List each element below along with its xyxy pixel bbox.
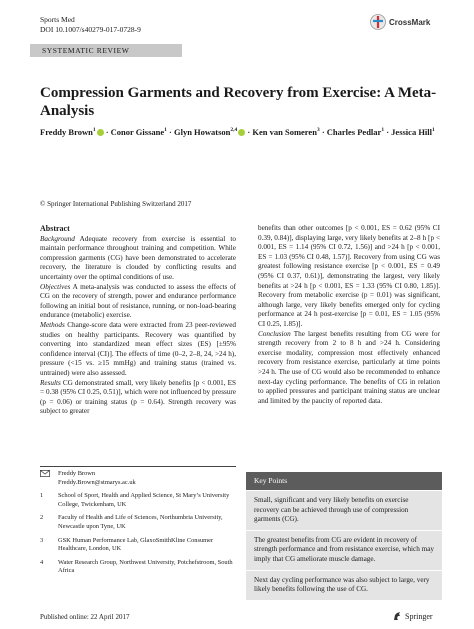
key-points-box — [246, 472, 442, 600]
author[interactable]: Ken van Someren$^3$ — [252, 126, 320, 137]
author[interactable]: Jessica Hill$^1$ — [391, 126, 435, 137]
correspondence-name: Freddy Brown — [58, 470, 96, 477]
methods-label: Methods — [40, 320, 65, 329]
crossmark-badge[interactable] — [370, 14, 430, 30]
results-text-part1: CG demonstrated small, very likely benefits [p < 0.001, ES = 0.38 (95% CI 0.25, 0.51)], which were not influenced by pressure (p = 0.06) or training status (p = 0.64). Strength recovery was subject to greater — [40, 378, 236, 416]
affiliation-text: Water Research Group, Northwest University, Potchefstroom, South Africa — [58, 558, 233, 575]
copyright-notice: © Springer International Publishing Switzerland 2017 — [40, 200, 192, 208]
journal-name: Sports Med — [40, 15, 75, 24]
orcid-icon[interactable] — [97, 129, 104, 136]
conclusion-label: Conclusion — [258, 329, 291, 338]
affiliation-text: GSK Human Performance Lab, GlaxoSmithKline Consumer Healthcare, London, UK — [58, 536, 214, 553]
correspondence-email[interactable]: Freddy.Brown@stmarys.ac.uk — [58, 478, 136, 486]
background-text: Adequate recovery from exercise is essential to maintain performance throughout training and competition. While compression garments (CG) have been demonstrated to accelerate recovery, the literature is clouded by conflicting results and uncertainty over the optimal conditions of use. — [40, 234, 236, 281]
correspondence — [40, 470, 236, 487]
abstract-results-continued: benefits than other outcomes [p < 0.001, ES = 0.62 (95% CI 0.39, 0.84)], displaying large, very likely benefits at 2–8 h [p < 0.001, ES = 1.14 (95% CI 0.72, 1.56)] and >24 h [p < 0.001, ES = 1.03 (95% CI 0.48, 1.57)]. Recovery from using CG was greatest following resistance exercise [p < 0.001, ES = 0.49 (95% CI 0.37, 0.61)], demonstrating the largest, very likely benefits at >24 h [p < 0.001, ES = 1.33 (95% CI 0.80, 1.85)]. Recovery from metabolic exercise (p = 0.01) was significant, although large, very likely benefits emerged only for cycling performance at 24 h post-exercise [p = 0.01, ES = 1.05 (95% CI 0.25, 1.85)]. — [258, 224, 440, 328]
footnote-divider — [40, 466, 236, 467]
author-affiliation-mark: 1 — [432, 127, 435, 133]
publisher-name: Springer — [405, 611, 433, 621]
author[interactable]: Glyn Howatson$^{2,4}$ — [174, 127, 245, 137]
abstract-column-right — [258, 224, 440, 406]
crossmark-label: CrossMark — [389, 17, 431, 27]
key-point-item: Small, significant and very likely benefits on exercise recovery can be achieved through use of compression garments (CG). — [246, 490, 442, 530]
author-affiliation-mark: 3 — [316, 127, 320, 133]
affiliation-number: 3 — [40, 536, 44, 544]
author-affiliation-mark: 1 — [164, 127, 167, 133]
affiliation — [40, 492, 236, 509]
affiliation — [40, 559, 236, 576]
affiliation-text: School of Sport, Health and Applied Science, St Mary’s University College, Twickenham, UK — [58, 492, 230, 508]
affiliation — [40, 537, 236, 554]
objectives-text: A meta-analysis was conducted to assess the effects of CG on the recovery of strength, power and endurance performance following an initial bout of resistance, running, or non-load-bearing endurance (metabolic) exercise. — [40, 282, 236, 320]
affiliation-number: 1 — [40, 492, 44, 500]
abstract-column-left — [40, 224, 236, 417]
publisher-logo — [392, 611, 433, 621]
abstract-conclusion — [258, 330, 440, 407]
author[interactable]: Charles Pedlar$^1$ — [326, 126, 385, 137]
orcid-icon[interactable] — [238, 129, 245, 136]
key-point-item: Next day cycling performance was also subject to large, very likely benefits following the use of CG. — [246, 570, 442, 600]
author-affiliation-mark: 2,4 — [230, 127, 238, 133]
affiliation-text: Faculty of Health and Life of Sciences, Northumbria University, Newcastle upon Tyne, UK — [58, 514, 223, 530]
envelope-icon — [40, 470, 58, 487]
abstract-heading: Abstract — [40, 224, 70, 233]
abstract-methods — [40, 321, 236, 379]
footnotes — [40, 470, 236, 581]
abstract-objectives — [40, 283, 236, 321]
author[interactable]: Conor Gissane$^1$ — [110, 126, 167, 137]
conclusion-text: The largest benefits resulting from CG were for strength recovery from 2 to 8 h and >24 h. Considering exercise modality, compression most effectively enhanced recovery from resistance exercise, particularly at time points >24 h. The use of CG would also be recommended to enhance next-day cycling performance. The benefits of CG in relation to applied pressures and participant training status are unclear and limited by the paucity of reported data. — [258, 329, 440, 405]
author[interactable]: Freddy Brown$^1$ — [40, 127, 104, 137]
author-affiliation-mark: 1 — [92, 127, 96, 133]
abstract-results-start — [40, 379, 236, 417]
objectives-label: Objectives — [40, 282, 71, 291]
key-points-heading: Key Points — [246, 472, 442, 490]
author-affiliation-mark: 1 — [381, 127, 385, 133]
methods-text: Change-score data were extracted from 23 peer-reviewed studies on healthy participants. Recovery was quantified by converting into standardized mean effect sizes (ES) [±95% confidence interval (CI)]. The effects of time (0–2, 2–8, 24, >24 h), pressure (<15 vs. ≥15 mmHg) and training status (trained vs. untrained) were also assessed. — [40, 320, 237, 377]
results-label: Results — [40, 378, 61, 387]
published-date: Published online: 22 April 2017 — [40, 613, 130, 621]
background-label: Background — [40, 234, 75, 243]
affiliation-list — [40, 492, 236, 576]
section-label: SYSTEMATIC REVIEW — [30, 44, 182, 57]
crossmark-icon — [370, 14, 386, 30]
affiliation-number: 4 — [40, 558, 44, 566]
key-point-item: The greatest benefits from CG are evident in recovery of strength performance and from resistance exercise, which may imply that CG ameliorate muscle damage. — [246, 530, 442, 570]
author-list: Freddy Brown$^1$ · Conor Gissane$^1$ · Glyn Howatson$^{2,4}$ · Ken van Someren$^3$ · Charles Pedlar$^1$ · Jessica Hill$^1$ — [40, 126, 435, 137]
doi[interactable]: DOI 10.1007/s40279-017-0728-9 — [40, 25, 141, 34]
article-title: Compression Garments and Recovery from Exercise: A Meta-Analysis — [40, 85, 437, 119]
springer-horse-logo-icon — [392, 611, 402, 621]
affiliation — [40, 514, 236, 531]
abstract-background — [40, 235, 236, 283]
journal-header — [40, 15, 141, 35]
affiliation-number: 2 — [40, 514, 44, 522]
